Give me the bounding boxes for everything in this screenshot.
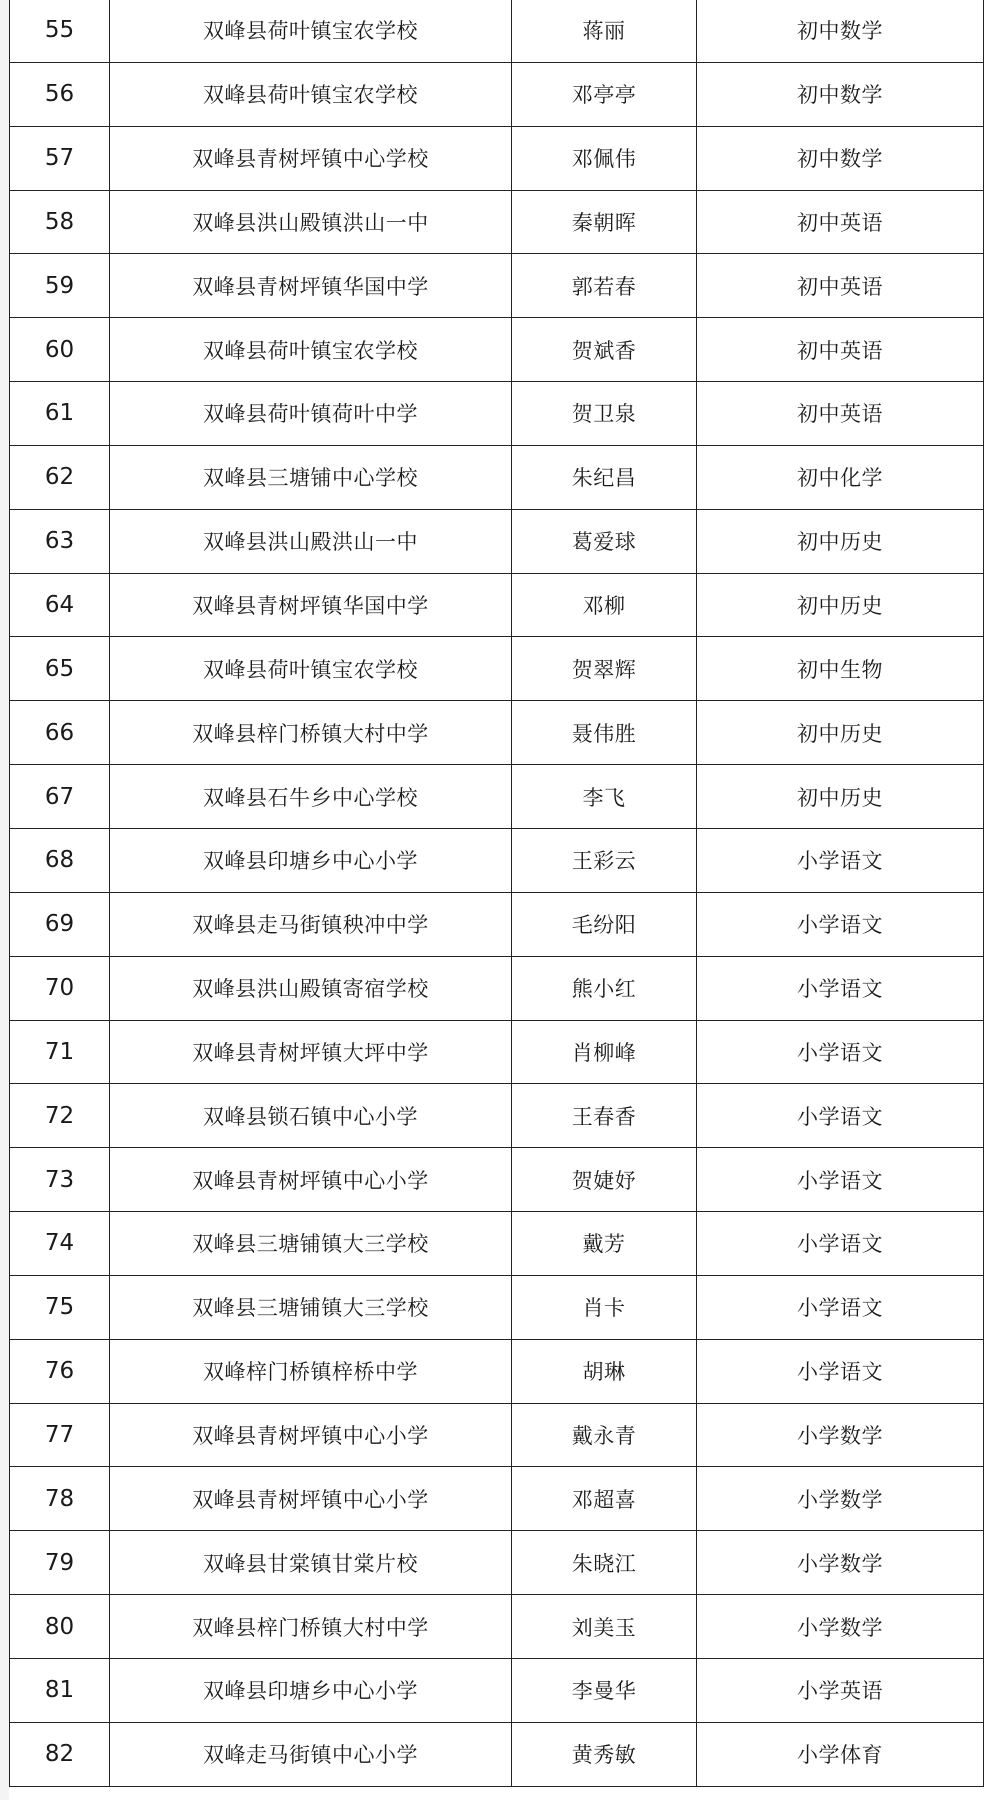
subject-cell: 初中历史 [697,765,984,829]
table-row [10,956,984,1020]
row-number: 74 [10,1212,110,1276]
teacher-name-cell: 贺斌香 [512,318,697,382]
subject-cell: 初中英语 [697,190,984,254]
teacher-name-cell: 刘美玉 [512,1595,697,1659]
subject-cell: 初中化学 [697,445,984,509]
school-cell: 双峰县印塘乡中心小学 [110,1658,512,1722]
school-cell: 双峰县锁石镇中心小学 [110,1084,512,1148]
subject-cell: 小学语文 [697,1339,984,1403]
subject-cell: 小学语文 [697,1020,984,1084]
row-number: 79 [10,1531,110,1595]
table-row [10,701,984,765]
table-row [10,1658,984,1722]
table-row [10,637,984,701]
school-cell: 双峰县青树坪镇中心小学 [110,1148,512,1212]
teacher-name-cell: 朱纪昌 [512,445,697,509]
school-cell: 双峰县荷叶镇宝农学校 [110,637,512,701]
table-row [10,1531,984,1595]
school-cell: 双峰县荷叶镇宝农学校 [110,0,512,62]
teacher-name-cell: 贺翠辉 [512,637,697,701]
subject-cell: 小学数学 [697,1403,984,1467]
subject-cell: 小学数学 [697,1595,984,1659]
table-row [10,828,984,892]
subject-cell: 小学语文 [697,1212,984,1276]
subject-cell: 初中英语 [697,382,984,446]
school-cell: 双峰梓门桥镇梓桥中学 [110,1339,512,1403]
row-number: 56 [10,62,110,126]
subject-cell: 初中历史 [697,701,984,765]
teacher-name-cell: 王彩云 [512,828,697,892]
subject-cell: 小学英语 [697,1658,984,1722]
row-number: 64 [10,573,110,637]
subject-cell: 小学语文 [697,1084,984,1148]
school-cell: 双峰走马街镇中心小学 [110,1722,512,1786]
subject-cell: 初中数学 [697,62,984,126]
row-number: 73 [10,1148,110,1212]
school-cell: 双峰县青树坪镇中心小学 [110,1403,512,1467]
teacher-name-cell: 胡琳 [512,1339,697,1403]
table-row [10,0,984,62]
teacher-name-cell: 邓超喜 [512,1467,697,1531]
teacher-name-cell: 郭若春 [512,254,697,318]
roster-table-body [10,0,984,1786]
subject-cell: 初中数学 [697,126,984,190]
table-row [10,1467,984,1531]
teacher-name-cell: 邓亭亭 [512,62,697,126]
table-row [10,1148,984,1212]
row-number: 77 [10,1403,110,1467]
teacher-name-cell: 秦朝晖 [512,190,697,254]
table-row [10,126,984,190]
school-cell: 双峰县青树坪镇华国中学 [110,573,512,637]
row-number: 70 [10,956,110,1020]
teacher-name-cell: 李曼华 [512,1658,697,1722]
row-number: 72 [10,1084,110,1148]
school-cell: 双峰县荷叶镇荷叶中学 [110,382,512,446]
school-cell: 双峰县甘棠镇甘棠片校 [110,1531,512,1595]
row-number: 68 [10,828,110,892]
subject-cell: 初中数学 [697,0,984,62]
teacher-name-cell: 肖卡 [512,1275,697,1339]
row-number: 60 [10,318,110,382]
row-number: 82 [10,1722,110,1786]
school-cell: 双峰县洪山殿镇洪山一中 [110,190,512,254]
subject-cell: 小学语文 [697,956,984,1020]
table-row [10,318,984,382]
teacher-name-cell: 葛爱球 [512,509,697,573]
subject-cell: 初中历史 [697,509,984,573]
table-row [10,382,984,446]
teacher-name-cell: 朱晓江 [512,1531,697,1595]
teacher-name-cell: 肖柳峰 [512,1020,697,1084]
school-cell: 双峰县三塘铺中心学校 [110,445,512,509]
table-row [10,1275,984,1339]
table-row [10,892,984,956]
school-cell: 双峰县青树坪镇中心小学 [110,1467,512,1531]
row-number: 63 [10,509,110,573]
school-cell: 双峰县梓门桥镇大村中学 [110,1595,512,1659]
table-row [10,1212,984,1276]
teacher-roster-table [9,0,984,1787]
school-cell: 双峰县走马街镇秧冲中学 [110,892,512,956]
row-number: 65 [10,637,110,701]
subject-cell: 小学语文 [697,1275,984,1339]
row-number: 61 [10,382,110,446]
row-number: 59 [10,254,110,318]
teacher-name-cell: 邓佩伟 [512,126,697,190]
row-number: 80 [10,1595,110,1659]
table-row [10,1339,984,1403]
left-edge-margin [0,0,9,1800]
school-cell: 双峰县三塘铺镇大三学校 [110,1212,512,1276]
table-row [10,1020,984,1084]
school-cell: 双峰县三塘铺镇大三学校 [110,1275,512,1339]
school-cell: 双峰县青树坪镇中心学校 [110,126,512,190]
row-number: 69 [10,892,110,956]
subject-cell: 初中生物 [697,637,984,701]
school-cell: 双峰县荷叶镇宝农学校 [110,318,512,382]
school-cell: 双峰县青树坪镇大坪中学 [110,1020,512,1084]
school-cell: 双峰县荷叶镇宝农学校 [110,62,512,126]
subject-cell: 初中英语 [697,254,984,318]
teacher-name-cell: 王春香 [512,1084,697,1148]
school-cell: 双峰县梓门桥镇大村中学 [110,701,512,765]
subject-cell: 小学数学 [697,1467,984,1531]
teacher-name-cell: 黄秀敏 [512,1722,697,1786]
teacher-name-cell: 蒋丽 [512,0,697,62]
table-row [10,765,984,829]
row-number: 67 [10,765,110,829]
row-number: 81 [10,1658,110,1722]
school-cell: 双峰县洪山殿镇寄宿学校 [110,956,512,1020]
school-cell: 双峰县石牛乡中心学校 [110,765,512,829]
table-row [10,1722,984,1786]
teacher-name-cell: 熊小红 [512,956,697,1020]
table-row [10,1084,984,1148]
school-cell: 双峰县洪山殿洪山一中 [110,509,512,573]
teacher-name-cell: 戴芳 [512,1212,697,1276]
teacher-name-cell: 毛纷阳 [512,892,697,956]
table-row [10,190,984,254]
teacher-name-cell: 邓柳 [512,573,697,637]
row-number: 78 [10,1467,110,1531]
table-row [10,1595,984,1659]
school-cell: 双峰县印塘乡中心小学 [110,828,512,892]
table-row [10,254,984,318]
subject-cell: 小学语文 [697,828,984,892]
row-number: 71 [10,1020,110,1084]
subject-cell: 初中历史 [697,573,984,637]
teacher-name-cell: 李飞 [512,765,697,829]
row-number: 58 [10,190,110,254]
row-number: 76 [10,1339,110,1403]
row-number: 66 [10,701,110,765]
subject-cell: 小学体育 [697,1722,984,1786]
table-row [10,573,984,637]
subject-cell: 小学数学 [697,1531,984,1595]
school-cell: 双峰县青树坪镇华国中学 [110,254,512,318]
subject-cell: 初中英语 [697,318,984,382]
table-row [10,509,984,573]
subject-cell: 小学语文 [697,892,984,956]
subject-cell: 小学语文 [697,1148,984,1212]
row-number: 55 [10,0,110,62]
teacher-name-cell: 戴永青 [512,1403,697,1467]
table-row [10,445,984,509]
teacher-name-cell: 贺婕妤 [512,1148,697,1212]
row-number: 62 [10,445,110,509]
teacher-name-cell: 贺卫泉 [512,382,697,446]
row-number: 75 [10,1275,110,1339]
teacher-name-cell: 聂伟胜 [512,701,697,765]
row-number: 57 [10,126,110,190]
table-row [10,1403,984,1467]
table-row [10,62,984,126]
